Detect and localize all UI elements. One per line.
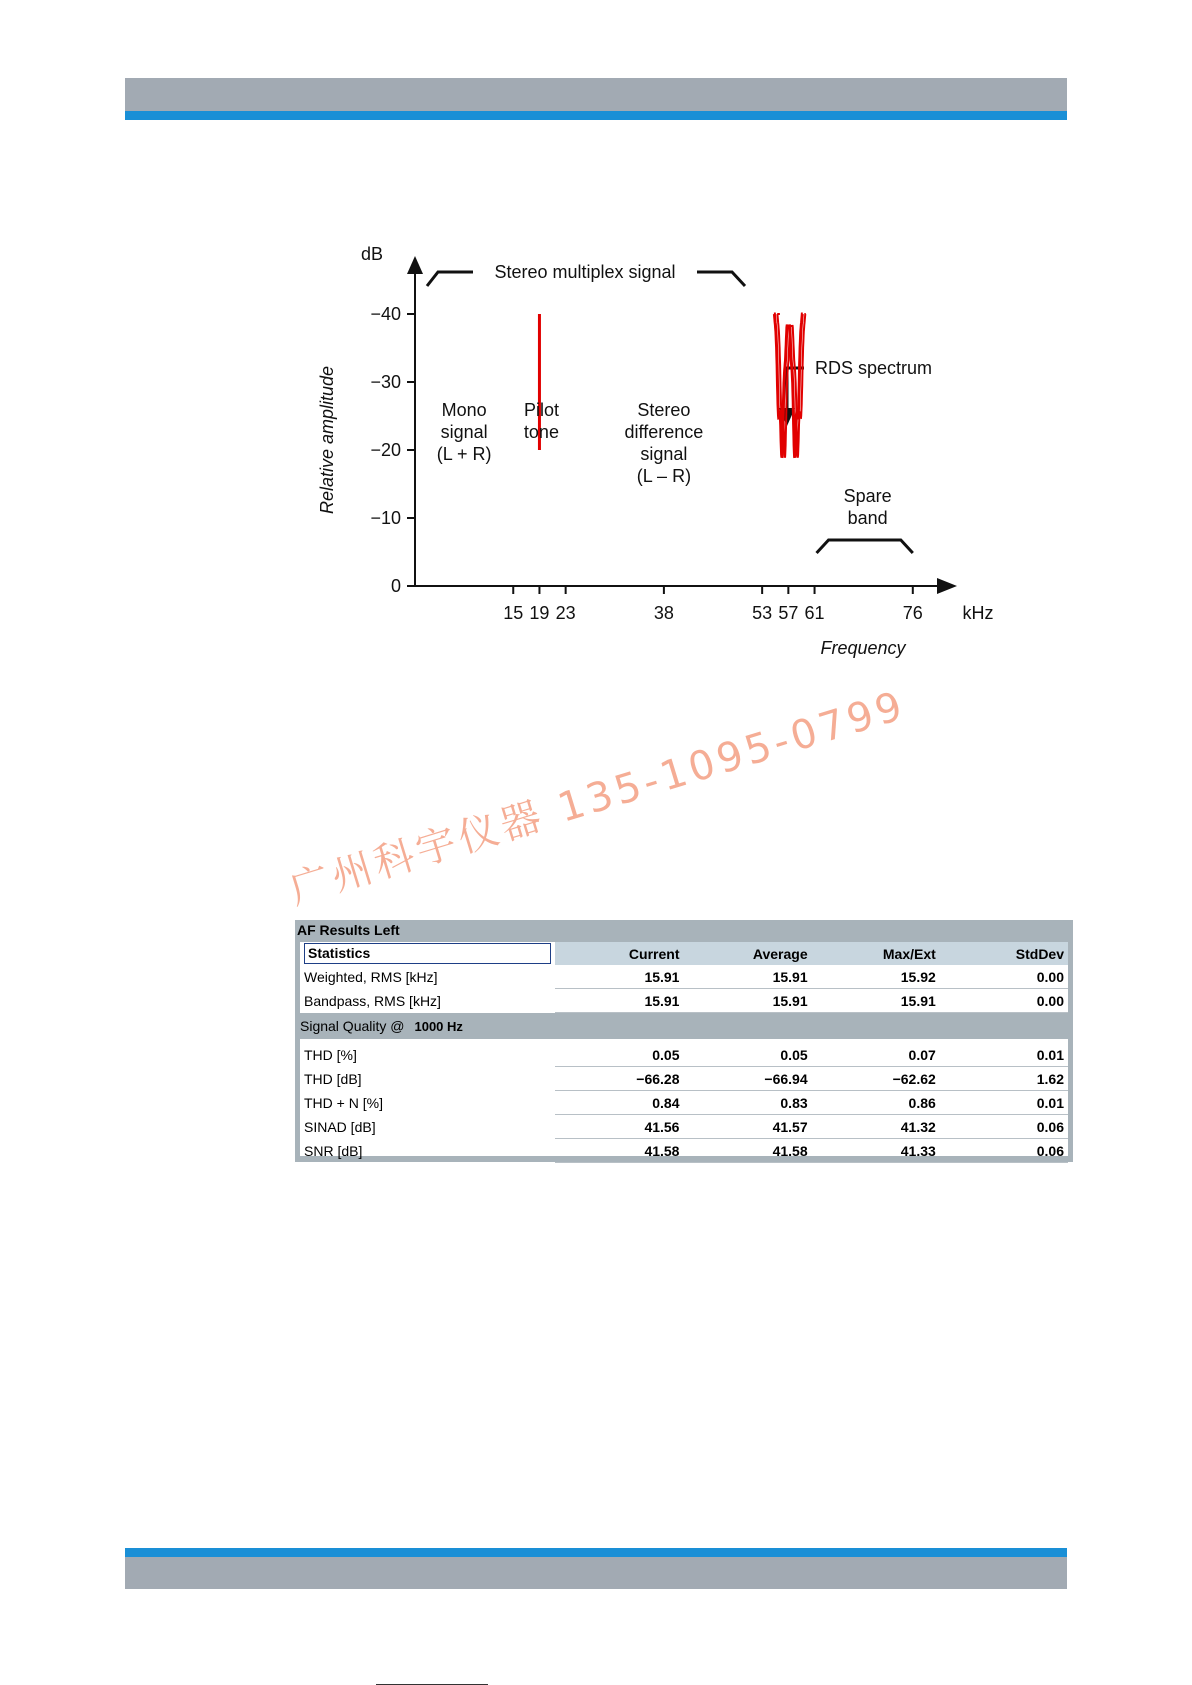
stereo-difference-label: (L – R) xyxy=(636,466,692,486)
row-value: 0.01 xyxy=(940,1091,1068,1115)
stereo-difference-label: signal xyxy=(640,444,688,464)
row-value: 1.62 xyxy=(940,1067,1068,1091)
column-header-maxext: Max/Ext xyxy=(812,942,940,965)
column-header-stddev: StdDev xyxy=(940,942,1068,965)
column-header-average: Average xyxy=(683,942,811,965)
x-tick-label: 76 xyxy=(902,603,923,623)
row-value: −66.94 xyxy=(683,1067,811,1091)
row-value: 0.01 xyxy=(940,1043,1068,1067)
spare-band-label: Spare xyxy=(843,486,892,506)
mono-signal-label: (L + R) xyxy=(436,444,492,464)
row-label: Bandpass, RMS [kHz] xyxy=(304,992,441,1009)
row-value: 15.91 xyxy=(683,989,811,1013)
row-label: SNR [dB] xyxy=(304,1142,363,1159)
mono-signal-label: signal xyxy=(440,422,488,442)
af-results-title: AF Results Left xyxy=(297,922,400,938)
row-value: 0.05 xyxy=(683,1043,811,1067)
quality-row xyxy=(300,1139,1068,1163)
row-label: THD [dB] xyxy=(304,1070,362,1087)
quality-row xyxy=(300,1067,1068,1091)
multiplex-label: Stereo multiplex signal xyxy=(494,262,676,282)
stereo-multiplex-spectrum-diagram xyxy=(295,240,1018,672)
y-tick-label: −10 xyxy=(370,508,401,528)
row-value: 41.58 xyxy=(555,1139,683,1163)
row-value: 15.91 xyxy=(812,989,940,1013)
row-value: 15.91 xyxy=(683,965,811,989)
x-tick-label: 15 xyxy=(503,603,524,623)
signal-quality-label: Signal Quality @ xyxy=(300,1018,405,1034)
x-tick-label: 57 xyxy=(778,603,799,623)
row-value: −66.28 xyxy=(555,1067,683,1091)
row-value: 41.58 xyxy=(683,1139,811,1163)
x-axis-unit: kHz xyxy=(962,603,994,623)
y-tick-label: −20 xyxy=(370,440,401,460)
row-value: 0.86 xyxy=(812,1091,940,1115)
row-value: 41.32 xyxy=(812,1115,940,1139)
page-header-accent xyxy=(125,111,1067,120)
statistics-row xyxy=(300,965,1068,989)
row-value: 0.84 xyxy=(555,1091,683,1115)
stereo-difference-label: Stereo xyxy=(637,400,691,420)
af-results-panel xyxy=(295,920,1073,1162)
spare-band-label: band xyxy=(847,508,888,528)
row-label: Weighted, RMS [kHz] xyxy=(304,968,438,985)
y-axis-title: Relative amplitude xyxy=(317,365,337,515)
mono-signal-label: Mono xyxy=(441,400,487,420)
row-value: 0.83 xyxy=(683,1091,811,1115)
x-tick-label: 23 xyxy=(555,603,576,623)
multiplex-bracket-right xyxy=(697,272,745,286)
row-label: SINAD [dB] xyxy=(304,1118,376,1135)
row-value: 15.91 xyxy=(555,965,683,989)
quality-row xyxy=(300,1091,1068,1115)
y-tick-label: −40 xyxy=(370,304,401,324)
statistics-row xyxy=(300,989,1068,1013)
row-value: 15.91 xyxy=(555,989,683,1013)
row-value: 0.06 xyxy=(940,1139,1068,1163)
row-label: THD + N [%] xyxy=(304,1094,383,1111)
row-value: 41.56 xyxy=(555,1115,683,1139)
row-label: THD [%] xyxy=(304,1046,357,1063)
x-tick-label: 53 xyxy=(752,603,773,623)
watermark-text: 广州科宇仪器 135-1095-0799 xyxy=(284,682,912,914)
pilot-tone-label: tone xyxy=(523,422,559,442)
statistics-tab[interactable]: Statistics xyxy=(304,943,551,964)
quality-row xyxy=(300,1115,1068,1139)
af-header-row xyxy=(300,942,1068,965)
page-footer-accent xyxy=(125,1548,1067,1557)
quality-row xyxy=(300,1043,1068,1067)
y-axis-arrow xyxy=(407,256,423,274)
x-tick-label: 19 xyxy=(529,603,550,623)
x-axis-arrow xyxy=(937,578,957,594)
multiplex-bracket-left xyxy=(427,272,473,286)
x-tick-label: 38 xyxy=(653,603,674,623)
af-results-table xyxy=(300,942,1068,1163)
pilot-tone-label: Pilot xyxy=(523,400,559,420)
y-tick-label: 0 xyxy=(390,576,401,596)
row-value: 0.05 xyxy=(555,1043,683,1067)
signal-quality-frequency[interactable]: 1000 Hz xyxy=(414,1019,463,1034)
row-value: 0.00 xyxy=(940,989,1068,1013)
row-value: 0.06 xyxy=(940,1115,1068,1139)
page-header-bar xyxy=(125,78,1067,111)
row-value: 15.92 xyxy=(812,965,940,989)
row-value: −62.62 xyxy=(812,1067,940,1091)
stereo-difference-label: difference xyxy=(624,422,704,442)
page-footer-bar xyxy=(125,1557,1067,1589)
signal-quality-row xyxy=(300,1013,1068,1040)
x-axis-title: Frequency xyxy=(820,638,906,658)
y-axis-unit: dB xyxy=(361,244,384,264)
af-results-table-wrap xyxy=(300,942,1068,1159)
statistics-header[interactable] xyxy=(300,942,555,965)
row-value: 0.00 xyxy=(940,965,1068,989)
x-tick-label: 61 xyxy=(804,603,825,623)
column-header-current: Current xyxy=(555,942,683,965)
watermark xyxy=(282,674,912,916)
rds-spectrum-label: RDS spectrum xyxy=(815,358,933,378)
spare-band-bracket xyxy=(817,540,913,553)
row-value: 41.33 xyxy=(812,1139,940,1163)
signal-quality-cell xyxy=(300,1013,1068,1040)
row-value: 41.57 xyxy=(683,1115,811,1139)
row-value: 0.07 xyxy=(812,1043,940,1067)
y-tick-label: −30 xyxy=(370,372,401,392)
